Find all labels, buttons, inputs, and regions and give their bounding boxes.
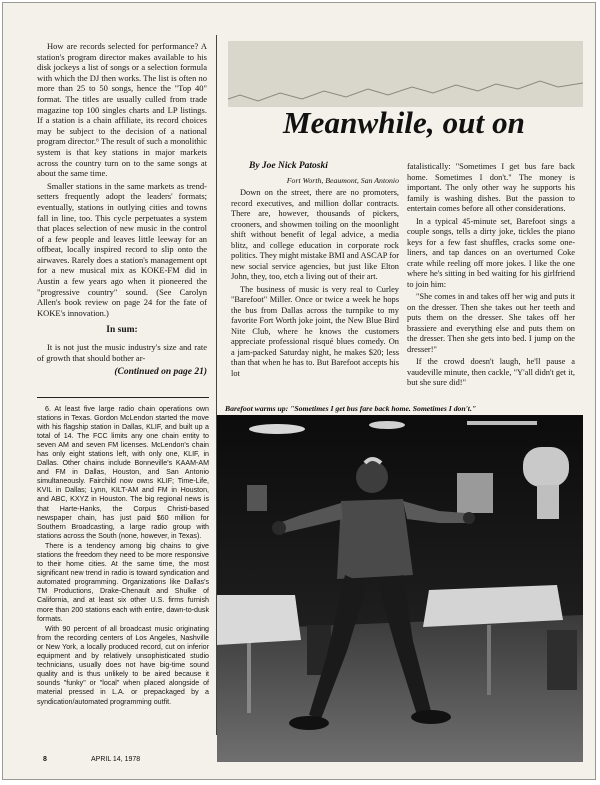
footnote-paragraph-1: 6. At least five large radio chain operations own stations in Texas. Gordon McLendon started the move with his flagship station in Dallas, KLIF, and built up a total of 14. The FCC limits any one chain entity to seven AM and seven FM licenses. McLendon's chain has only eight stations left, with only one, KLIF, in Dallas. Other chains include Bonneville's KAAM-AM and FM in Dallas, Houston, and San Antonio simultaneously. Fairchild now owns KLIF; Time-Life, KVIL in Dallas; Lynn, KILT-AM and FM in Houston, and ABC, KXYZ in Houston. The big regional news is that Harte-Hanks, the Corpus Christi-based newspaper chain, has just paid $60 million for Southern Broadcasting, a large radio group with stations across the South (none, however, in Texas). (37, 405, 209, 540)
footnote-paragraph-2: There is a tendency among big chains to give stations the freedom they need to be more responsive to their home cities. At the same time, the most significant new trend in radio is toward syndication and automated programming. Organizations like Dallas's TM Productions, Drake-Chenault and Shulke of California, and at least six other U.S. firms furnish more than 200 stations each with entire, dawn-to-dusk formats. (37, 542, 209, 623)
continued-note: (Continued on page 21) (114, 367, 207, 378)
article-title: Meanwhile, out on (283, 105, 526, 140)
torn-edge-graphic (228, 75, 583, 109)
left-column (37, 41, 207, 378)
right-paragraph-2: In a typical 45-minute set, Barefoot sings a couple songs, tells a dirty joke, tickles the piano keys for a few fast shuffles, cracks some one-liners, and tap dances on an overturned Coke crate while reeling off more jokes. I like the one where he's sitting in bed waiting for his girlfriend to join him: (407, 216, 575, 289)
right-paragraph-3: "She comes in and takes off her wig and puts it on the dresser. Then she takes out her teeth and puts them on the dresser. She takes off her brassiere and everything else and puts them on the dresser. Then she gets into bed. I jump on the dresser!" (407, 292, 575, 354)
middle-column (231, 188, 399, 381)
dateline: Fort Worth, Beaumont, San Antonio (286, 176, 399, 185)
photograph (217, 415, 583, 762)
footnote-divider (37, 397, 209, 398)
byline: By Joe Nick Patoski (249, 161, 328, 171)
right-column (407, 162, 575, 391)
middle-paragraph-2: The business of music is very real to Curley "Barefoot" Miller. Once or twice a week he hops the bus from Dallas across the turnpike to my favorite Fort Worth joke joint, the New Blue Bird Nite Club, where he knows the customers appreciate professional risqué blues comedy. On a jam-packed Saturday night, he makes $20; less than that when he has to. But Barefoot accepts his lot (231, 284, 399, 378)
right-paragraph-4: If the crowd doesn't laugh, he'll pause a vaudeville minute, then cackle, "Y'all didn't get it, but she sure did!" (407, 357, 575, 387)
left-paragraph-1: How are records selected for performance? A station's program director makes available to his disk jockeys a list of songs or a selection formula with which the DJ then works. The list is often no more than 25 to 50 songs, hence the "Top 40" format. The titles are usually culled from trade magazine top 100 singles charts and LP listings. If a station is a chain affiliate, its record choices may be subject to the decision of a national program director.⁶ The result of such a monolithic system is that key stations in major markets across the country turn on to the same songs at about the same time. (37, 41, 207, 179)
right-paragraph-1: fatalistically: "Sometimes I get bus fare back home. Sometimes I don't." The money is important. The only other way he supports his family is washing dishes. But the passion to entertain comes before all other considerations. (407, 162, 575, 213)
subhead-in-sum: In sum: (106, 325, 138, 336)
left-paragraph-2: Smaller stations in the same markets as trend-setters frequently adopt the leaders' formats; eventually, stations in outlying cities and towns fall in line, too. This cycle perpetuates a system that places selection of new music in the control of a few people and leaves little leeway for an offbeat, locally inspired record to slip onto the airwaves. Rarely does a station's management opt for a new musical mix as KOKE-FM did in Austin a few years ago when it pioneered the "progressive country" sound. (See Carolyn Allen's book review on page 24 for the fate of KOKE's innovation.) (37, 180, 207, 318)
photo-caption: Barefoot warms up: "Sometimes I get bus fare back home. Sometimes I don't." (225, 404, 477, 413)
performer-photo-graphic (217, 415, 583, 762)
middle-paragraph-1: Down on the street, there are no promoters, record executives, and million dollar contracts. There are, however, thousands of pickers, crooners, and showmen toiling on the moonlight shift without benefit of legal advice, a media blitz, and college education in corporate rock politics. They might mistake BMI and ASCAP for new social service agencies, but just like Elton John, they, too, etch a living out of their art. (231, 188, 399, 281)
left-paragraph-3: It is not just the music industry's size and rate of growth that should bother ar- (37, 342, 207, 363)
footnote-block (37, 405, 209, 708)
footnote-paragraph-3: With 90 percent of all broadcast music originating from the recording centers of Los Angeles, Nashville or New York, a locally produced record, cut on inferior equipment and by relatively unsophisticated studio technicians, usually does not have big-time sound quality and is thus unlikely to be aired because it sounds "funky" or "local" when placed alongside of material pressed in L.A. or prepackaged by a syndication/automated programming outfit. (37, 625, 209, 706)
issue-date: APRIL 14, 1978 (91, 756, 141, 763)
page-number: 8 (43, 756, 47, 763)
magazine-page (2, 2, 596, 780)
